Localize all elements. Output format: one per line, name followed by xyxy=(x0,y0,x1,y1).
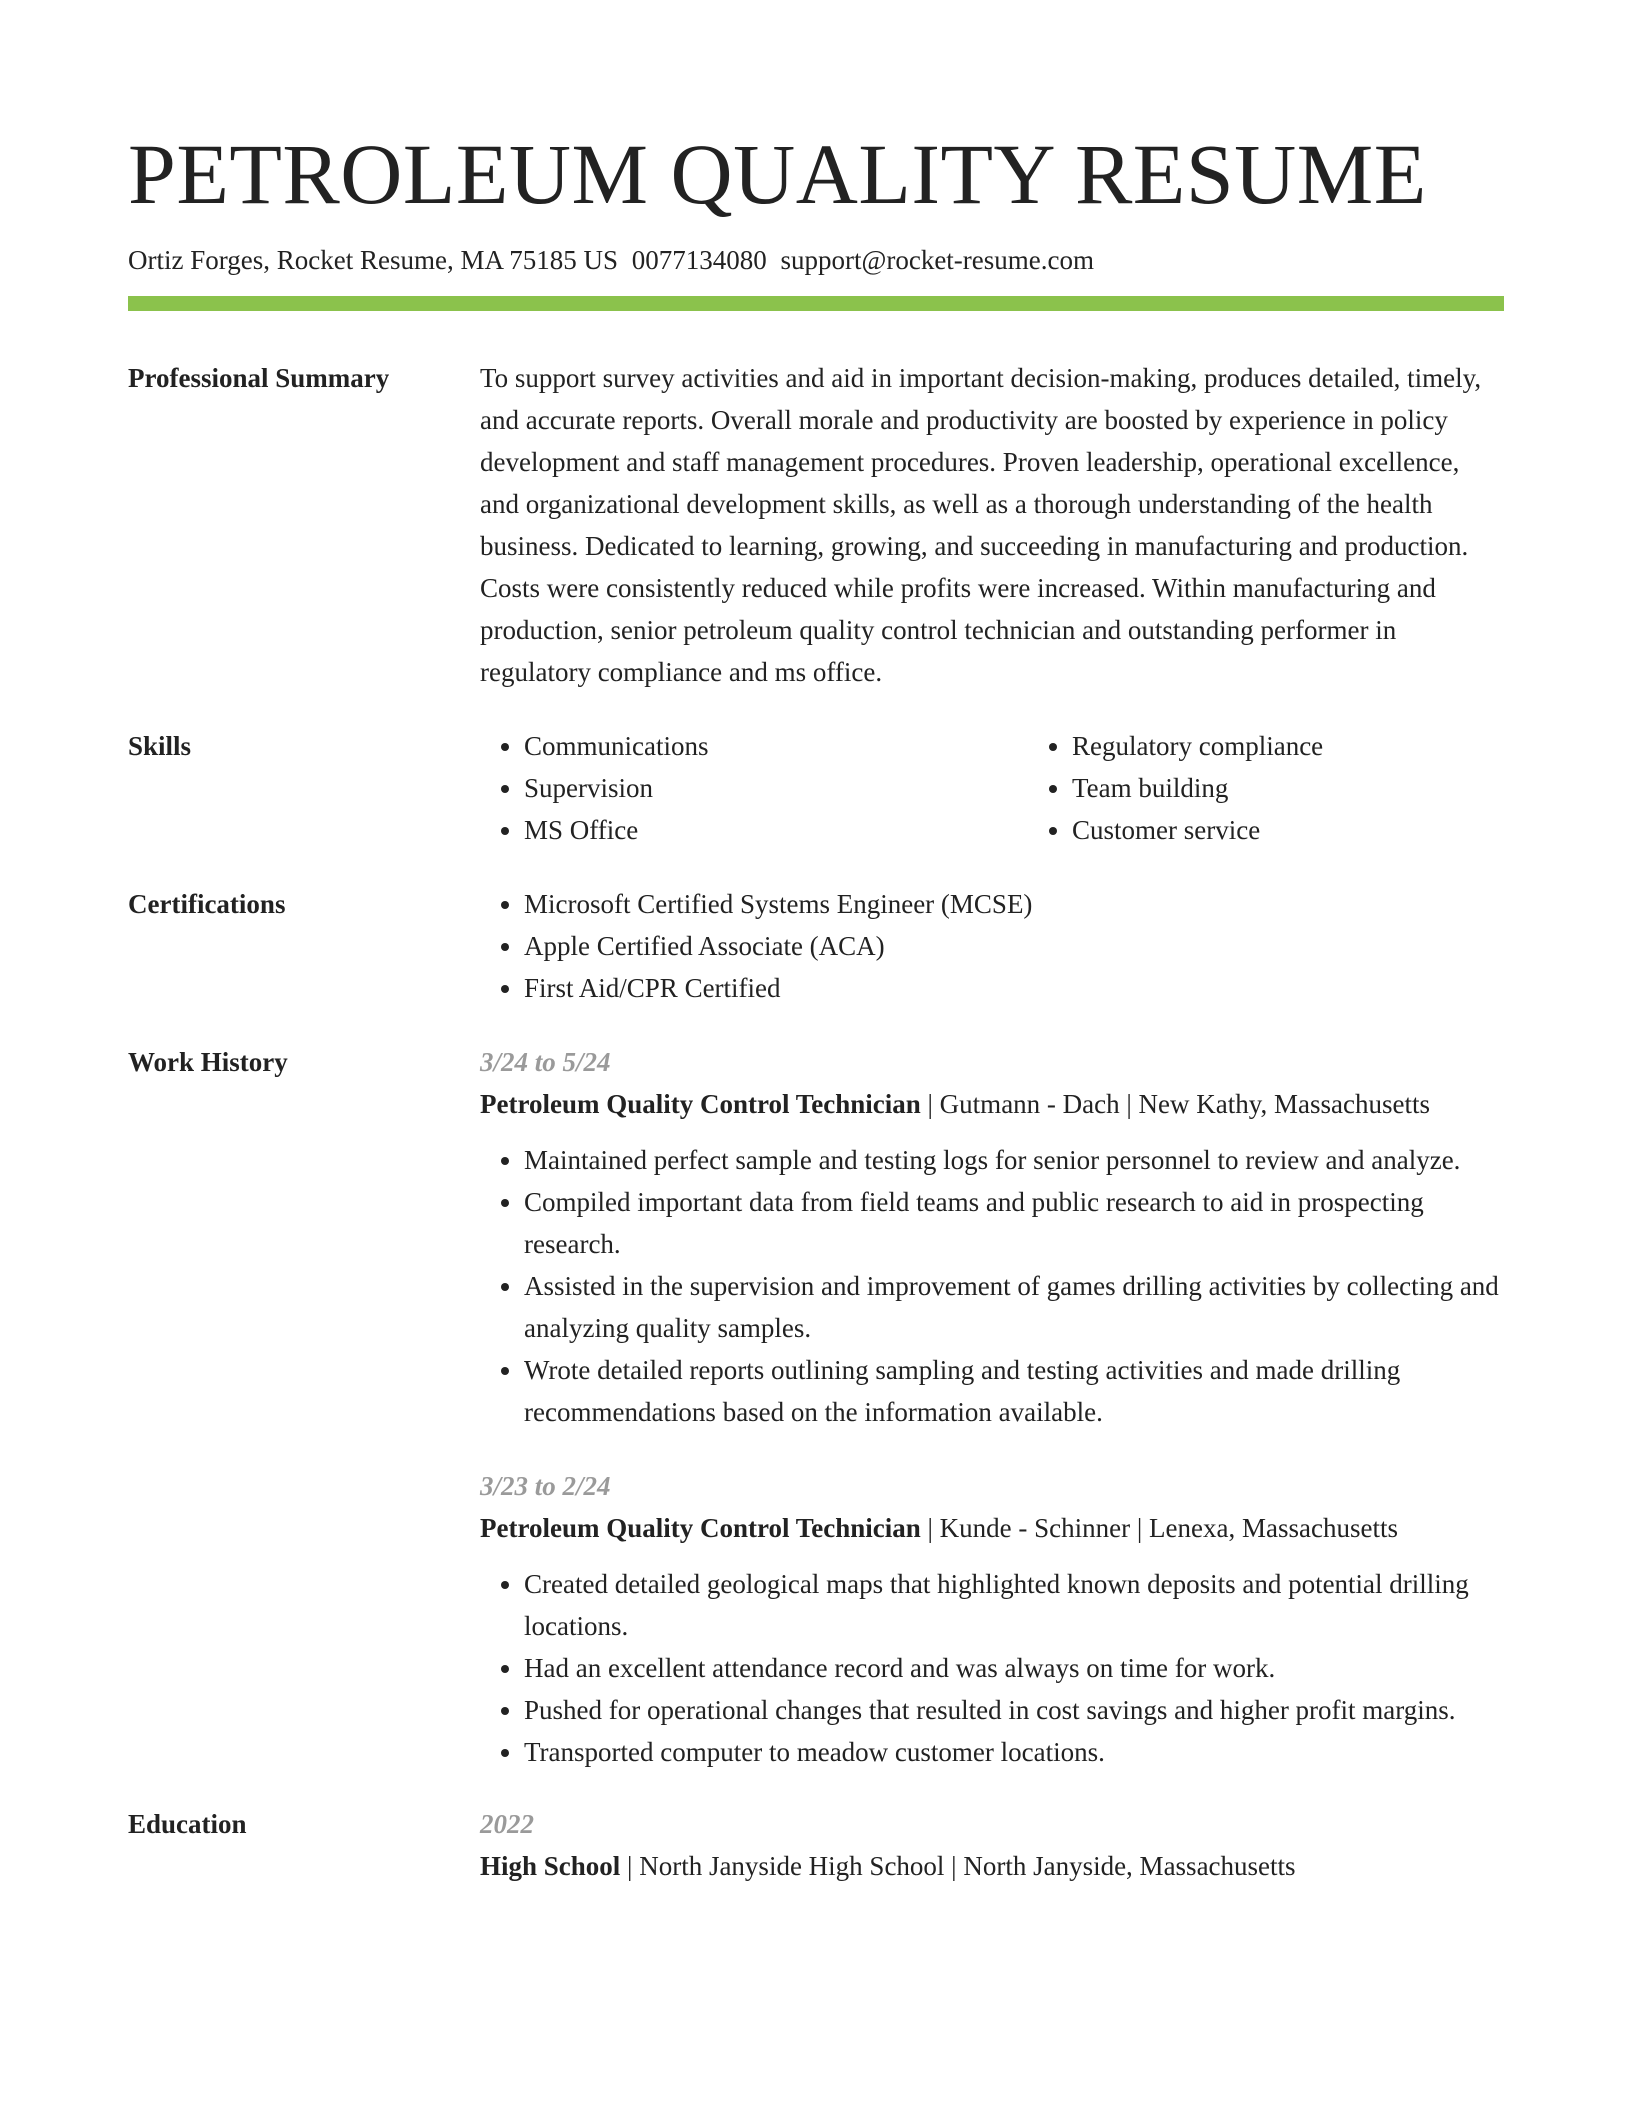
certification-item: • First Aid/CPR Certified xyxy=(524,967,1504,1009)
education-details: | North Janyside High School | North Janyside, Massachusetts xyxy=(620,1851,1296,1881)
job-bullet: • Had an excellent attendance record and was always on time for work. xyxy=(524,1647,1504,1689)
skill-item: • Communications xyxy=(524,725,1028,767)
job-date: 3/23 to 2/24 xyxy=(480,1471,611,1501)
skill-item: • Customer service xyxy=(1072,809,1576,851)
contact-address: Ortiz Forges, Rocket Resume, MA 75185 US xyxy=(128,245,618,275)
section-title-summary: Professional Summary xyxy=(128,363,390,393)
job-details: | Kunde - Schinner | Lenexa, Massachusetts xyxy=(920,1513,1398,1543)
job-bullet: • Pushed for operational changes that resulted in cost savings and higher profit margins. xyxy=(524,1689,1504,1731)
skill-item: • MS Office xyxy=(524,809,1028,851)
skills-grid xyxy=(480,725,1576,851)
job-bullets xyxy=(480,1563,1504,1773)
job-details: | Gutmann - Dach | New Kathy, Massachusetts xyxy=(920,1089,1430,1119)
section-title-education: Education xyxy=(128,1809,247,1839)
section-title-skills: Skills xyxy=(128,731,192,761)
job-bullet: • Compiled important data from field teams and public research to aid in prospecting research. xyxy=(524,1181,1504,1265)
accent-divider xyxy=(128,296,1504,311)
section-skills xyxy=(128,725,1504,851)
certification-item: • Apple Certified Associate (ACA) xyxy=(524,925,1504,967)
section-certifications xyxy=(128,883,1504,1009)
job-entry xyxy=(480,1465,1504,1773)
certification-item: • Microsoft Certified Systems Engineer (MCSE) xyxy=(524,883,1504,925)
job-bullet: • Maintained perfect sample and testing logs for senior personnel to review and analyze. xyxy=(524,1139,1504,1181)
education-heading xyxy=(480,1845,1504,1887)
section-summary xyxy=(128,357,1504,693)
contact-line xyxy=(128,240,1504,280)
job-role: Petroleum Quality Control Technician xyxy=(480,1089,921,1119)
job-heading xyxy=(480,1507,1504,1549)
contact-email[interactable]: support@rocket-resume.com xyxy=(780,245,1095,275)
job-role: Petroleum Quality Control Technician xyxy=(480,1513,921,1543)
job-date: 3/24 to 5/24 xyxy=(480,1047,611,1077)
work-history-body xyxy=(480,1041,1504,1773)
skill-item: • Regulatory compliance xyxy=(1072,725,1576,767)
summary-body xyxy=(480,357,1504,693)
skills-list-right xyxy=(1028,725,1576,851)
job-heading xyxy=(480,1083,1504,1125)
skills-list-left xyxy=(480,725,1028,851)
job-entry xyxy=(480,1041,1504,1433)
section-work-history xyxy=(128,1041,1504,1773)
job-bullet: • Assisted in the supervision and improvement of games drilling activities by collecting and analyzing quality samples. xyxy=(524,1265,1504,1349)
education-degree: High School xyxy=(480,1851,621,1881)
education-body xyxy=(480,1803,1504,1887)
section-education xyxy=(128,1803,1504,1887)
section-title-certifications: Certifications xyxy=(128,889,286,919)
job-bullet: • Transported computer to meadow customer locations. xyxy=(524,1731,1504,1773)
education-date: 2022 xyxy=(480,1809,534,1839)
job-bullets xyxy=(480,1139,1504,1433)
job-bullet: • Created detailed geological maps that highlighted known deposits and potential drilling locations. xyxy=(524,1563,1504,1647)
certifications-body xyxy=(480,883,1504,1009)
summary-text: To support survey activities and aid in important decision-making, produces detailed, timely, and accurate reports. Overall morale and productivity are boosted by experience in policy development and staff management procedures. Proven leadership, operational excellence, and organizational development skills, as well as a thorough understanding of the health business. Dedicated to learning, growing, and succeeding in manufacturing and production. Costs were consistently reduced while profits were increased. Within manufacturing and production, senior petroleum quality control technician and outstanding performer in regulatory compliance and ms office. xyxy=(480,363,1482,687)
section-title-work-history: Work History xyxy=(128,1047,288,1077)
certifications-list xyxy=(480,883,1504,1009)
skill-item: • Supervision xyxy=(524,767,1028,809)
skill-item: • Team building xyxy=(1072,767,1576,809)
resume-title: PETROLEUM QUALITY RESUME xyxy=(128,126,1427,222)
job-bullet: • Wrote detailed reports outlining sampling and testing activities and made drilling recommendations based on the information available. xyxy=(524,1349,1504,1433)
contact-phone: 0077134080 xyxy=(631,245,767,275)
